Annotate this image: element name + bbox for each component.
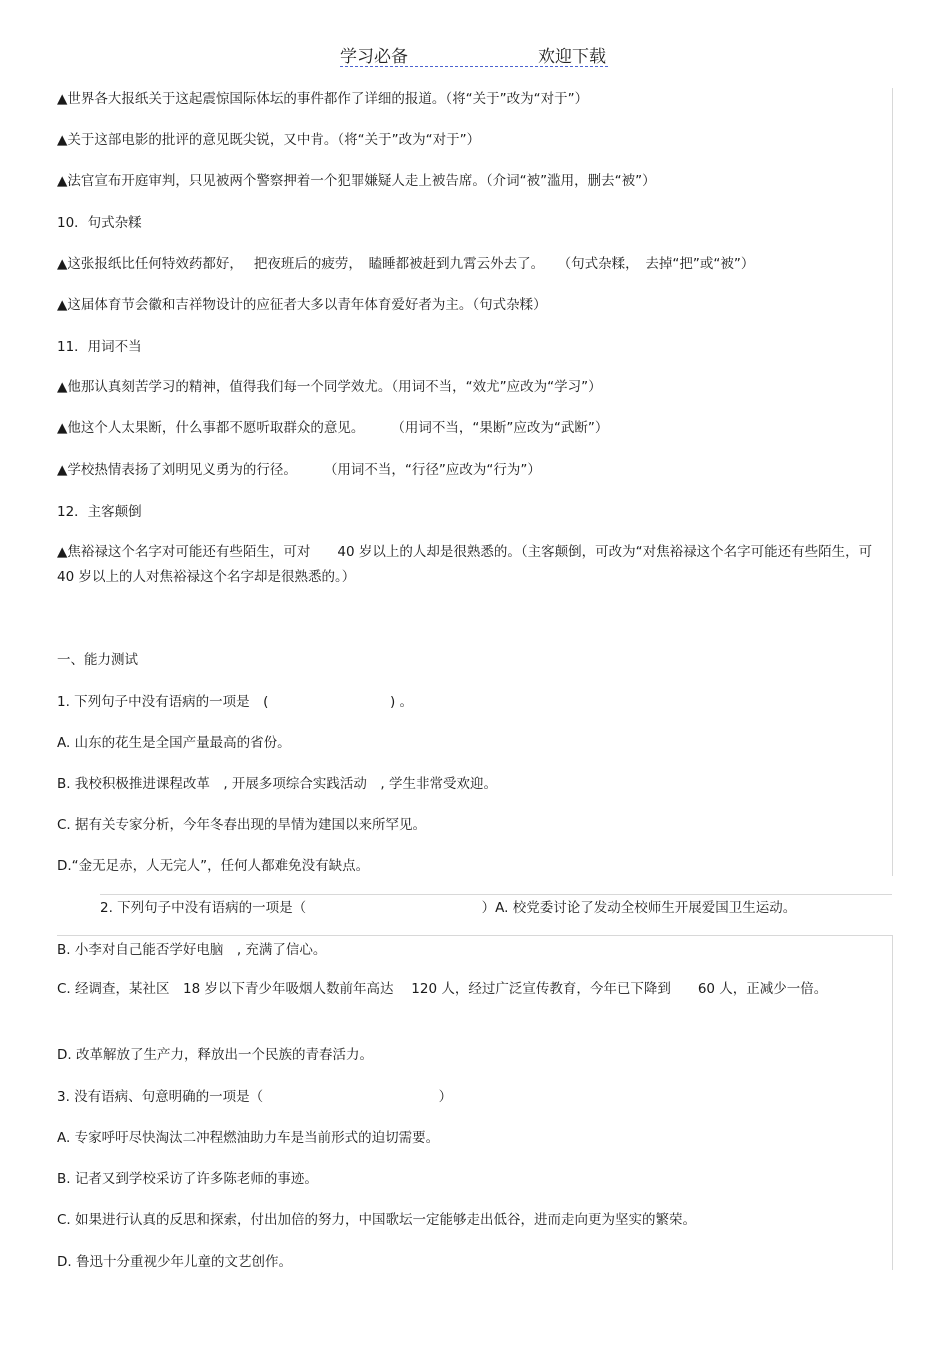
header-right-text: 欢迎下载 (538, 47, 606, 67)
text-line: ▲他这个人太果断，什么事都不愿听取群众的意见。 （用词不当，“果断”应改为“武断”） (57, 420, 609, 436)
text-line: ▲这张报纸比任何特效药都好， 把夜班后的疲劳， 瞌睡都被赶到九霄云外去了。 （句式杂糅， 去掉“把”或“被”） (57, 256, 755, 272)
question-stem: 1. 下列句子中没有语病的一项是 ( ) 。 (57, 694, 413, 710)
question-stem: 3. 没有语病、句意明确的一项是（ ） (57, 1089, 453, 1105)
answer-option: C. 据有关专家分析，今年冬春出现的旱情为建国以来所罕见。 (57, 817, 427, 833)
answer-option: D.“金无足赤，人无完人”，任何人都难免没有缺点。 (57, 858, 370, 874)
answer-option: B. 我校积极推进课程改革 , 开展多项综合实践活动 , 学生非常受欢迎。 (57, 776, 498, 792)
answer-option: D. 改革解放了生产力，释放出一个民族的青春活力。 (57, 1047, 373, 1063)
question-stem: 2. 下列句子中没有语病的一项是（ ）A. 校党委讨论了发动全校师生开展爱国卫生运动。 (100, 900, 797, 916)
text-paragraph: ▲焦裕禄这个名字对可能还有些陌生，可对 40 岁以上的人却是很熟悉的。（主客颠倒，可改为“对焦裕禄这个名字可能还有些陌生，可 40 岁以上的人对焦裕禄这个名字却是很熟悉的。） (57, 544, 890, 585)
page-header (340, 42, 608, 67)
text-line: ▲法官宣布开庭审判，只见被两个警察押着一个犯罪嫌疑人走上被告席。（介词“被”滥用，删去“被”） (57, 173, 656, 189)
answer-option: A. 专家呼吁尽快淘汰二冲程燃油助力车是当前形式的迫切需要。 (57, 1130, 440, 1146)
frame-rule-mid-top (100, 894, 892, 895)
section-heading: 10．句式杂糅 (57, 215, 142, 231)
frame-rule-mid-bottom (57, 935, 892, 936)
section-heading: 一、能力测试 (57, 652, 138, 668)
section-heading: 12．主客颠倒 (57, 504, 142, 520)
answer-option: B. 小李对自己能否学好电脑 , 充满了信心。 (57, 942, 327, 958)
text-line: ▲这届体育节会徽和吉祥物设计的应征者大多以青年体育爱好者为主。（句式杂糅） (57, 297, 547, 313)
text-line: ▲关于这部电影的批评的意见既尖锐，又中肯。（将“关于”改为“对于”） (57, 132, 481, 148)
answer-option: C. 经调查，某社区 18 岁以下青少年吸烟人数前年高达 120 人，经过广泛宣传教育，今年已下降到 60 人，正减少一倍。 (57, 981, 828, 997)
answer-option: D. 鲁迅十分重视少年儿童的文艺创作。 (57, 1254, 292, 1270)
frame-rule-right-lower (892, 935, 893, 1270)
answer-option: A. 山东的花生是全国产量最高的省份。 (57, 735, 291, 751)
section-heading: 11．用词不当 (57, 339, 142, 355)
answer-option: B. 记者又到学校采访了许多陈老师的事迹。 (57, 1171, 318, 1187)
header-left-text: 学习必备 (340, 47, 408, 67)
frame-rule-right-upper (892, 88, 893, 876)
text-line: ▲他那认真刻苦学习的精神，值得我们每一个同学效尤。（用词不当，“效尤”应改为“学习”） (57, 379, 602, 395)
text-line: ▲世界各大报纸关于这起震惊国际体坛的事件都作了详细的报道。（将“关于”改为“对于”） (57, 91, 589, 107)
answer-option: C. 如果进行认真的反思和探索，付出加倍的努力，中国歌坛一定能够走出低谷，进而走向更为坚实的繁荣。 (57, 1212, 697, 1228)
text-line: ▲学校热情表扬了刘明见义勇为的行径。 （用词不当，“行径”应改为“行为”） (57, 462, 541, 478)
